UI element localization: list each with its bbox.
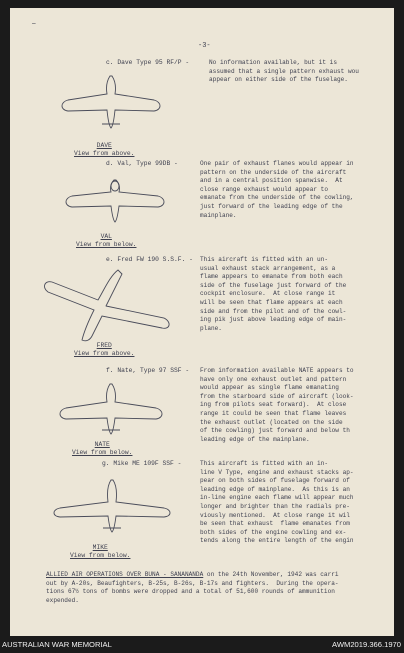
view-label: View from above. <box>74 149 135 157</box>
entry-text-nate: From information available NATE appears to have only one exhaust outlet and pattern would appear as single flame emanating from the starboard side of aircraft (look- ing from pilots seat forward). At close range it could be seen that flame leaves the exhaust outlet (located on the side of the cowling) just forward and below th leading edge of the mainplane. <box>200 367 354 443</box>
sketch-caption-fred <box>74 342 134 357</box>
aircraft-name: FRED <box>96 342 112 349</box>
aircraft-name: DAVE <box>96 142 112 149</box>
archive-name: AUSTRALIAN WAR MEMORIAL <box>2 640 112 649</box>
entry-heading-dave: c. Dave Type 95 RF/P - <box>106 59 190 66</box>
view-label: View from below. <box>70 551 131 559</box>
entry-text-val: One pair of exhaust flanes would appear in pattern on the underside of the aircraft and in a central position spanwise. At close range exhaust would appear to emanate from the underside of the cowling, just forward of the leading edge of the mainplane. <box>200 160 354 219</box>
aircraft-sketch-mike <box>48 476 178 538</box>
document-page <box>10 8 394 636</box>
sketch-caption-mike <box>70 544 130 559</box>
sketch-caption-nate <box>72 441 132 456</box>
operations-heading: ALLIED AIR OPERATIONS OVER BUNA - SANANANDA <box>46 571 204 578</box>
aircraft-name: VAL <box>100 233 112 240</box>
view-label: View from below. <box>76 240 137 248</box>
aircraft-sketch-val <box>56 176 176 226</box>
operations-text-first: on the 24th November, 1942 was carri <box>203 571 339 578</box>
entry-heading-nate: f. Nate, Type 97 SSF - <box>106 367 190 374</box>
view-label: View from above. <box>74 349 135 357</box>
aircraft-sketch-fred <box>40 266 190 346</box>
page-number: -3- <box>198 42 211 50</box>
entry-heading-fred: e. Fred FW 190 S.S.F. - <box>106 256 193 263</box>
operations-text-rest: out by A-20s, Beaufighters, B-25s, B-26s, B-17s and fighters. During the opera- tions 67½ tons of bombs were dropped and a total of 51,600 rounds of ammunition expended. <box>46 579 339 604</box>
entry-text-dave: No information available, but it is assumed that a single pattern exhaust wou appear on either side of the fuselage. <box>209 59 359 84</box>
entry-heading-val: d. Val, Type 99DB - <box>106 160 178 167</box>
archive-reference: AWM2019.366.1970 <box>332 640 401 649</box>
air-operations-paragraph <box>46 571 386 605</box>
entry-text-mike: This aircraft is fitted with an in- line V Type, engine and exhaust stacks ap- pear on both sides of fuselage forward of leading edge of mainplane. As this is an in-line engine each flame will appear much longer and brighter than the radials pre- viously mentioned. At close range it wil be seen that exhaust flame emanates from both sides of the engine cowling and ex- tends along the entire length of the engin <box>200 460 354 545</box>
entry-text-fred: This aircraft is fitted with an un- usual exhaust stack arrangement, as a flame appears to emanate from both each side of the fuselage just forward of the cockpit enclosure. At close range it will be seen that flame appears at each side and from the pilot and of the cowl- ing pik just above leading edge of main- plane. <box>200 256 347 332</box>
view-label: View from below. <box>72 448 133 456</box>
sketch-caption-dave <box>74 142 134 157</box>
aircraft-name: MIKE <box>92 544 108 551</box>
aircraft-sketch-nate <box>52 378 172 440</box>
aircraft-sketch-dave <box>54 70 174 132</box>
archive-caption-bar <box>0 636 404 653</box>
aircraft-name: NATE <box>94 441 110 448</box>
sketch-caption-val <box>76 233 136 248</box>
pen-mark: — <box>31 19 37 28</box>
entry-heading-mike: g. Mike ME 109F SSF - <box>102 460 182 467</box>
